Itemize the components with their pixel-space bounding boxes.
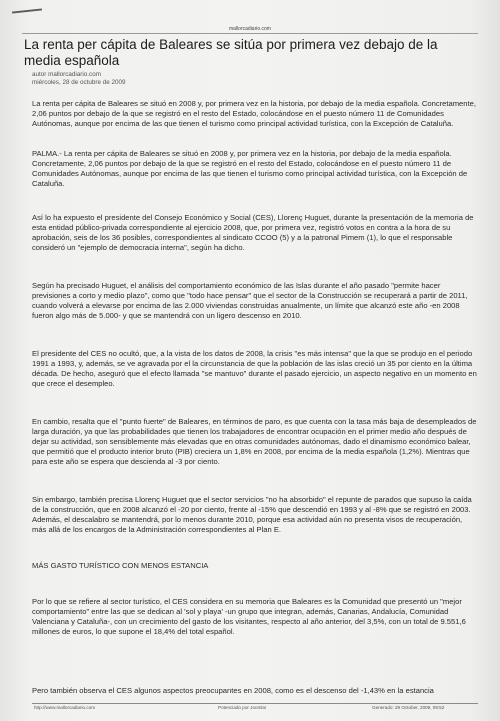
paragraph-body: Según ha precisado Huguet, el análisis del comportamiento económico de las Islas durante el año pasado "permite hacer previsiones a corto y medio plazo", como que "todo hace pensar" que el sector de la Construcción se recuperará a partir de 2011, cuando volverá a elevarse por encima de las 2.000 viviendas construidas anualmente, un límite que alcanzó este año -en 2008 fueron algo más de 5.000- y que se mantendrá con un ligero descenso en 2010.: [32, 281, 468, 321]
site-header: mallorcadiario.com: [229, 26, 271, 32]
footer-divider: [32, 703, 478, 704]
paragraph-body: Así lo ha expuesto el presidente del Consejo Económico y Social (CES), Llorenç Huguet, durante la presentación de la memoria de esta entidad público-privada correspondiente al ejercicio 2008, que, por primera vez, registró votos en contra a la hora de su aprobación, seis de los 36 posibles, correspondientes al sindicato CCOO (5) y a la patronal Pimem (1), lo que el responsable consideró un "ejemplo de democracia interna", según ha dicho.: [32, 213, 474, 253]
paragraph-body: PALMA.- La renta per cápita de Baleares se situó en 2008 y, por primera vez en la historia, por debajo de la media española. Concretamente, 2,06 puntos por debajo de la que se registró en el resto del Estado, colocándose en el puesto número 11 de Comunidades Autónomas, aunque por encima de las que tienen el turismo como principal actividad turística, con la Excepción de Cataluña.: [32, 149, 468, 189]
article-title: La renta per cápita de Baleares se sitúa por primera vez debajo de la media española: [24, 37, 438, 68]
section-subheading: MÁS GASTO TURÍSTICO CON MENOS ESTANCIA: [32, 561, 209, 570]
article-date: miércoles, 28 de octubre de 2009: [32, 79, 126, 86]
paragraph-body: El presidente del CES no ocultó, que, a la vista de los datos de 2008, la crisis "es más intensa" que la que se produjo en el periodo 1991 a 1993, y, además, se ve agravada por el la circunstancia de que la población de las islas creció un 35 por ciento en la última década. De hecho, aseguró que el efecto llamada "se mantuvo" durante el pasado ejercicio, un aspecto negativo en un momento en que crece el desempleo.: [32, 349, 477, 389]
footer-powered: Potenciado por Joomla!: [218, 705, 267, 710]
paragraph-body: Por lo que se refiere al sector turístico, el CES considera en su memoria que Baleares es la Comunidad que presentó un "mejor comportamiento" entre las que se dedican al 'sol y playa' -un grupo que integran, además, Canarias, Andalucía, Comunidad Valenciana y Cataluña-, con un crecimiento del gasto de los visitantes, respecto al año anterior, del 3,5%, con un total de 9.551,6 millones de euros, lo que supone el 18,4% del total español.: [32, 597, 466, 637]
footer-url: http://www.mallorcadiario.com: [34, 705, 96, 710]
paragraph-body: En cambio, resalta que el "punto fuerte" de Baleares, en términos de paro, es que cuenta con la tasa más baja de desempleados de larga duración, ya que las probabilidades que tienen los trabajadores de encontrar ocupación en el primer medio año después de dejar su actividad, son sensiblemente más elevadas que en otras comunidades autónomas, dado el dinamismo económico balear, que permitió que el producto interior bruto (PIB) creciera un 1,8% en 2008, por encima de la media española (1,2%). Mientras que para este año se espera que descienda al -3 por ciento.: [32, 417, 477, 467]
article-meta: [32, 71, 125, 87]
paragraph-lead: La renta per cápita de Baleares se situó en 2008 y, por primera vez en la historia, por debajo de la media española. Concretamente, 2,06 puntos por debajo de la que se registró en el resto del Estado, colocándose en el puesto número 11 de Comunidades Autónomas, aunque por encima de las que tienen el turismo como principal actividad turística, con la Excepción de Cataluña.: [32, 99, 476, 129]
pen-mark: [12, 8, 42, 13]
paragraph-body: Pero también observa el CES algunos aspectos preocupantes en 2008, como es el descenso del -1,43% en la estancia: [32, 686, 434, 695]
article-author: autor mallorcadiario.com: [32, 71, 101, 78]
footer-generated: Generado: 29 October, 2009, 09:52: [372, 705, 445, 710]
header-divider: [22, 33, 478, 34]
paragraph-body: Sin embargo, también precisa Llorenç Huguet que el sector servicios "no ha absorbido" el repunte de parados que supuso la caída de la construcción, que en 2008 alcanzó el -20 por ciento, frente al -15% que descendió en 1993 y al -8% que se registró en 2003. Además, el descalabro se mantendrá, por lo menos durante 2010, porque esa actividad aún no presenta visos de recuperación, más allá de los encargos de la Administración correspondientes al Plan E.: [32, 495, 472, 535]
